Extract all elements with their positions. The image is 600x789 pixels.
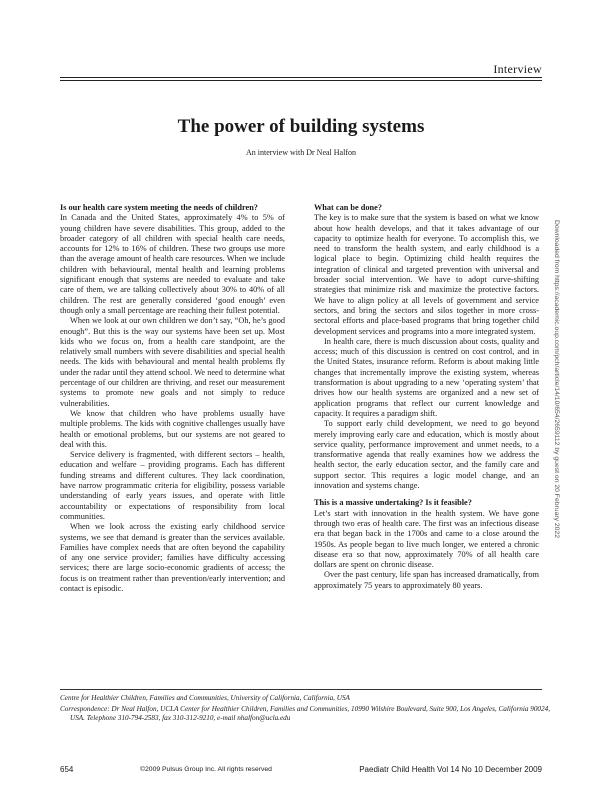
paragraph: The key is to make sure that the system is based on what we know about how health develops, and that it takes advantage of our capacity to optimize health for everyone. To accomplish this, we need to transform the health system, and early childhood is a logical place to begin. Optimizing child health requires the integration of clinical and targeted prevention with universal and broader social intervention. We have to adopt curve-shifting strategies that minimize risk and maximize the protective factors. We have to align policy at all levels of government and service sectors, and bring the sectors and silos together in more cross-sectoral efforts and place-based programs that bring together child development services and programs into a more integrated system. xyxy=(314,213,539,336)
paragraph: When we look across the existing early childhood service systems, we see that demand is greater than the services available. Families have complex needs that are often beyond the capability of any one service provider; families have difficulty accessing services; there are large socio-economic gradients of access; the focus is on treatment rather than prevention/early intervention; and contact is episodic. xyxy=(60,522,285,593)
article-title: The power of building systems xyxy=(177,116,425,137)
paragraph: In health care, there is much discussion about costs, quality and access; much of this discussion is centred on cost control, and in the United States, insurance reform. Reform is about making little changes that incrementally improve the existing system, whereas transformation is about upgrading to a new ‘operating system’ that drives how our health systems are organized and a new set of application programs that reflect our current knowledge and capacity. It requires a paradigm shift. xyxy=(314,336,539,418)
header-rule-top xyxy=(60,77,542,78)
paragraph: Over the past century, life span has increased dramatically, from approximately 75 years to approximately 80 years. xyxy=(314,570,539,590)
paragraph: In Canada and the United States, approximately 4% to 5% of young children have severe disabilities. This group, added to the broader category of all children with special health care needs, accounts for 12% to 16% of children. These two groups use more than the average amount of health care resources. When we include children with behavioural, mental health and learning problems significant enough that systems are needed to evaluate and take care of them, we are talking collectively about 30% to 40% of all children. The rest are generally considered ‘good enough’ even though only a small percentage are reaching their fullest potential. xyxy=(60,213,285,315)
affiliation-footnote: Centre for Healthier Children, Families and Communities, University of California, California, USA xyxy=(60,694,350,702)
journal-citation: Paediatr Child Health Vol 14 No 10 December 2009 xyxy=(359,765,542,774)
left-column xyxy=(60,203,285,594)
section-label: Interview xyxy=(493,62,542,76)
copyright: ©2009 Pulsus Group Inc. All rights reserved xyxy=(140,766,272,773)
section-heading: Is our health care system meeting the needs of children? xyxy=(60,203,258,212)
article-subtitle: An interview with Dr Neal Halfon xyxy=(246,148,356,157)
section-heading: What can be done? xyxy=(314,203,382,212)
header-rule-bottom xyxy=(60,80,542,81)
correspondence-footnote: Correspondence: Dr Neal Halfon, UCLA Center for Healthier Children, Families and Communities, 10990 Wilshire Boulevard, Suite 900, Los Angeles, California 90024, USA. Telephone 310-794-2583, fax 310-312-9210, e-mail nhalfon@ucla.edu xyxy=(60,705,550,722)
paragraph: To support early child development, we need to go beyond merely improving early care and education, which is mostly about service quality, performance improvement and unmet needs, to a transformative agenda that really examines how we address the health sector, the early education sector, and the family care and support sector. This requires a logic model change, and an innovation and systems change. xyxy=(314,419,539,491)
paragraph: We know that children who have problems usually have multiple problems. The kids with cognitive challenges usually have health or emotional problems, but our systems are not geared to deal with this. xyxy=(60,408,285,449)
paragraph: Let’s start with innovation in the health system. We have gone through two eras of health care. The first was an infectious disease era that began back in the 1700s and came to a close around the 1950s. As people began to live much longer, we entered a chronic disease era so that now, approximately 70% of all health care dollars are spent on chronic disease. xyxy=(314,508,539,570)
download-watermark: Downloaded from https://academic.oup.com/pch/article/14/10/654/2659112 by guest on 20 February 2022 xyxy=(553,220,560,539)
page-number: 654 xyxy=(60,765,74,774)
right-column xyxy=(314,203,539,591)
footnote-rule xyxy=(60,689,542,690)
section-heading: This is a massive undertaking? Is it feasible? xyxy=(314,498,472,508)
paragraph: When we look at our own children we don’t say, “Oh, he’s good enough”. But this is the way our systems have been set up. Most kids who we focus on, from a health care standpoint, are the relatively small numbers with severe disabilities and special health needs. The kids with behavioural and mental health problems fly under the radar until they attend school. We need to determine what percentage of our children are thriving, and reset our measurement systems to promote new goals and not simply to reduce vulnerabilities. xyxy=(60,316,285,408)
paragraph: Service delivery is fragmented, with different sectors – health, education and welfare – providing programs. Each has different funding streams and different cultures. They lack coordination, have narrow programmatic criteria for eligibility, possess variable understanding of early years issues, and operate with little accountability or expectations of responsibility from local communities. xyxy=(60,450,285,521)
